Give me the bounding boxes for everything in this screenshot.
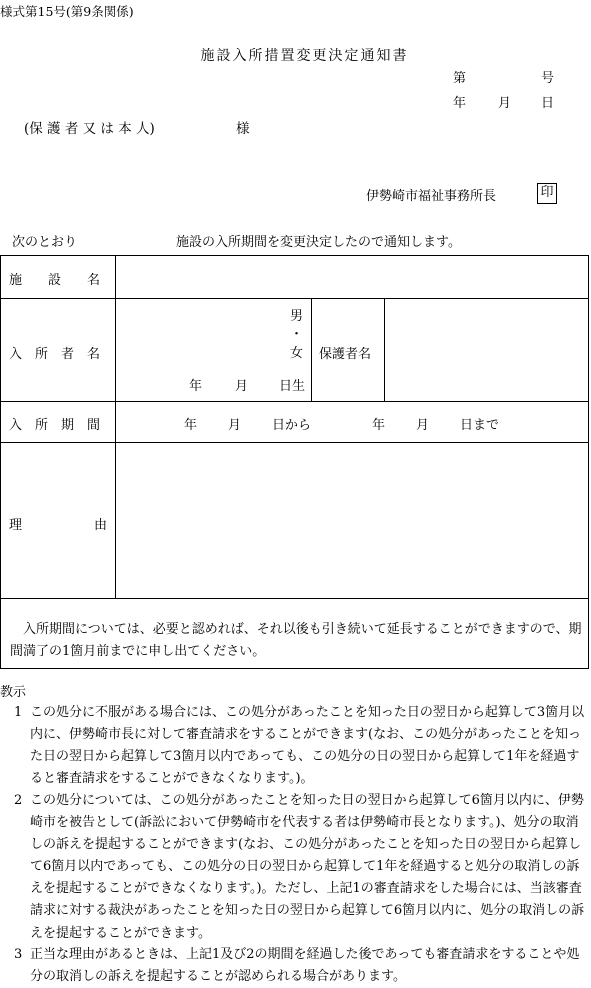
period-from-year: 年 — [184, 418, 198, 433]
row-divider — [1, 401, 588, 402]
period-to-day: 日まで — [460, 418, 500, 433]
period-to-year: 年 — [372, 418, 386, 433]
teaching-item-number: 1 — [14, 705, 23, 720]
number-suffix: 号 — [541, 71, 555, 86]
teaching-item-number: 3 — [14, 947, 23, 962]
birth-day: 日生 — [279, 379, 306, 394]
honorific: 様 — [236, 121, 250, 137]
reason-label-2: 由 — [94, 518, 108, 533]
addressee — [24, 117, 250, 137]
document-title: 施設入所措置変更決定通知書 — [200, 48, 409, 64]
column-divider — [384, 298, 385, 401]
teaching-item-number: 2 — [14, 793, 23, 808]
notice-table — [0, 255, 589, 669]
teaching-title: 教示 — [0, 685, 27, 700]
teaching-item — [0, 944, 591, 988]
form-number: 様式第15号(第9条関係) — [0, 4, 134, 19]
reason-label-1: 理 — [9, 518, 23, 533]
sex-male: 男 — [290, 309, 304, 324]
guardian-name-label: 保護者名 — [319, 347, 372, 362]
period-from-day: 日から — [272, 418, 312, 433]
teaching-item-text: この処分に不服がある場合には、この処分があったことを知った日の翌日から起算して3箇月以内に、伊勢崎市長に対して審査請求をすることができます(なお、この処分があったことを知った日の翌日から起算して3箇月以内であっても、この処分の日の翌日から起算して1年を経過すると審査請求をすることができなくなります。)。 — [30, 705, 585, 787]
issuer-name: 伊勢崎市福祉事務所長 — [366, 189, 497, 204]
period-label: 入 所 期 間 — [9, 418, 101, 433]
date-month: 月 — [498, 96, 512, 111]
row-divider — [1, 442, 588, 443]
resident-name-label: 入 所 者 名 — [9, 347, 101, 362]
teaching-item-text: この処分については、この処分があったことを知った日の翌日から起算して6箇月以内に、伊勢崎市を被告として(訴訟において伊勢崎市を代表する者は伊勢崎市長となります。)、処分の取消しの訴えを提起することができます(なお、この処分があったことを知った日の翌日から起算して6箇月以内であっても、この処分の日の翌日から起算して1年を経過すると処分の取消しの訴えを提起することができなくなります。)。ただし、上記1の審査請求をした場合には、当該審査請求に対する裁決があったことを知った日の翌日から起算して6箇月以内に、処分の取消しの訴えを提起することができます。 — [30, 793, 585, 941]
birth-year: 年 — [189, 379, 203, 394]
date-day: 日 — [541, 96, 555, 111]
column-divider — [311, 298, 312, 401]
sex-female: 女 — [290, 346, 304, 361]
period-from-month: 月 — [228, 418, 242, 433]
sex-separator: ・ — [290, 327, 304, 342]
row-divider — [1, 298, 588, 299]
facility-name-label: 施 設 名 — [9, 273, 101, 288]
seal-box: 印 — [537, 183, 557, 204]
teaching-item — [0, 790, 591, 944]
lead-text: 施設の入所期間を変更決定したので通知します。 — [176, 235, 461, 250]
teaching-item-text: 正当な理由があるときは、上記1及び2の期間を経過した後であっても審査請求をすることや処分の取消しの訴えを提起することが認められる場合があります。 — [30, 947, 580, 985]
column-divider — [115, 256, 116, 598]
teaching-item — [0, 702, 591, 790]
date-year: 年 — [453, 96, 467, 111]
number-prefix: 第 — [453, 71, 467, 86]
row-divider — [1, 598, 588, 599]
extension-note: 入所期間については、必要と認めれば、それ以後も引き続いて延長することができますので、期間満了の1箇月前までに申し出てください。 — [10, 622, 582, 659]
lead-prefix: 次のとおり — [12, 235, 78, 250]
period-to-month: 月 — [416, 418, 430, 433]
addressee-label: (保 護 者 又 は 本 人) — [24, 121, 155, 137]
birth-month: 月 — [235, 379, 249, 394]
